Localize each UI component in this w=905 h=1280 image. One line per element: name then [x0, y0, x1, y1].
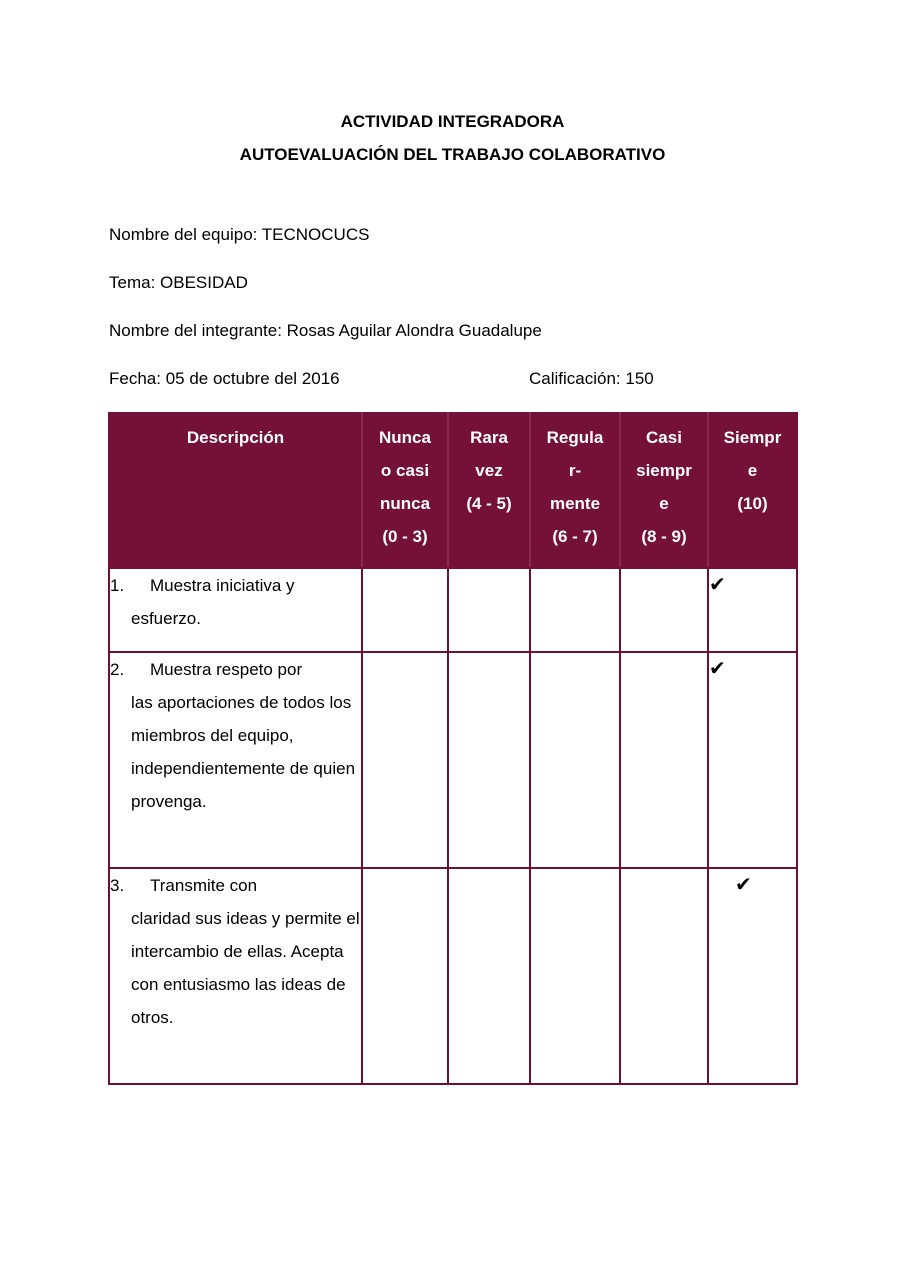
cell-rarely[interactable] [448, 568, 530, 652]
topic: Tema: OBESIDAD [109, 273, 248, 292]
row-number: 2. [110, 660, 125, 679]
document-title: ACTIVIDAD INTEGRADORA [340, 112, 565, 131]
row-text-first: Muestra iniciativa y [150, 576, 295, 595]
row-text-first: Muestra respeto por [150, 660, 303, 679]
row-description [109, 568, 362, 652]
table-row [109, 868, 797, 1084]
member-name: Nombre del integrante: Rosas Aguilar Alondra Guadalupe [109, 321, 542, 340]
row-description [109, 652, 362, 868]
row-number: 1. [110, 576, 125, 595]
header-description: Descripción [109, 413, 362, 568]
table-row [109, 568, 797, 652]
header-rarely: Rara vez (4 - 5) [448, 413, 530, 568]
cell-regularly[interactable] [530, 652, 620, 868]
row-text-rest: claridad sus ideas y permite el intercambio de ellas. Acepta con entusiasmo las ideas de otros. [131, 909, 360, 1027]
cell-always-checkmark[interactable]: ✔ [708, 568, 797, 652]
cell-almost-always[interactable] [620, 652, 708, 868]
row-text-rest: las aportaciones de todos los miembros del equipo, independientemente de quien provenga. [131, 693, 356, 811]
cell-always-checkmark[interactable]: ✔ [708, 652, 797, 868]
document-subtitle: AUTOEVALUACIÓN DEL TRABAJO COLABORATIVO [239, 145, 666, 164]
header-always: Siempr e (10) [708, 413, 797, 568]
cell-almost-always[interactable] [620, 868, 708, 1084]
cell-rarely[interactable] [448, 652, 530, 868]
cell-regularly[interactable] [530, 868, 620, 1084]
table-header-row [109, 413, 797, 568]
grade: Calificación: 150 [529, 369, 654, 388]
cell-almost-always[interactable] [620, 568, 708, 652]
date: Fecha: 05 de octubre del 2016 [109, 369, 340, 388]
header-never: Nunca o casi nunca (0 - 3) [362, 413, 448, 568]
cell-never[interactable] [362, 652, 448, 868]
cell-rarely[interactable] [448, 868, 530, 1084]
cell-never[interactable] [362, 868, 448, 1084]
cell-always-checkmark[interactable]: ✔ [708, 868, 797, 1084]
cell-never[interactable] [362, 568, 448, 652]
header-almost-always: Casi siempr e (8 - 9) [620, 413, 708, 568]
row-description [109, 868, 362, 1084]
team-name: Nombre del equipo: TECNOCUCS [109, 225, 370, 244]
row-number: 3. [110, 876, 125, 895]
table-row [109, 652, 797, 868]
evaluation-table [108, 412, 798, 1085]
row-text-first: Transmite con [150, 876, 258, 895]
row-text-rest: esfuerzo. [131, 609, 201, 628]
header-regularly: Regula r- mente (6 - 7) [530, 413, 620, 568]
cell-regularly[interactable] [530, 568, 620, 652]
